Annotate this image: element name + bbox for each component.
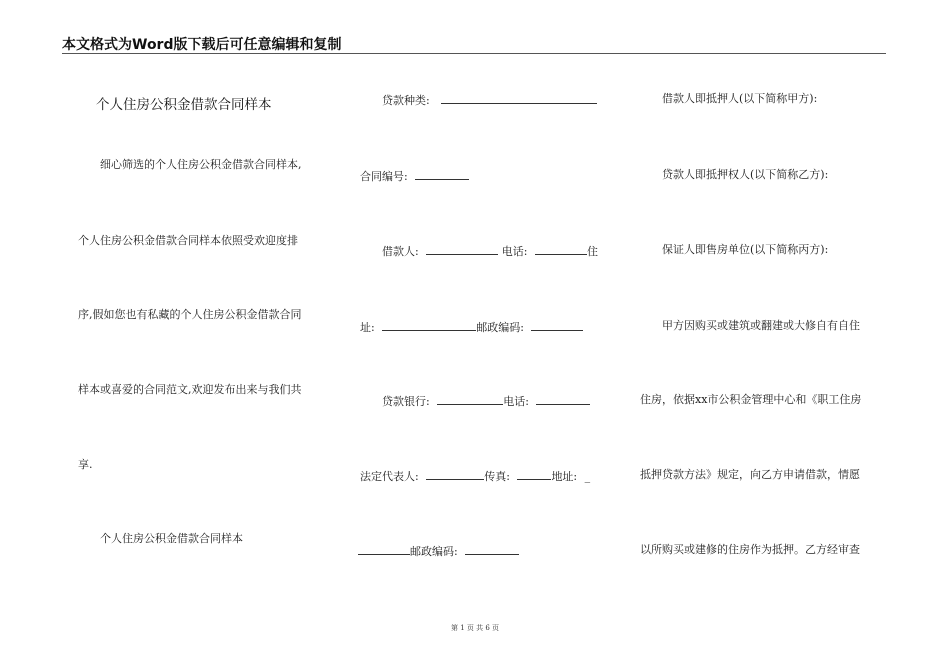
page-header: 本文格式为Word版下载后可任意编辑和复制 bbox=[62, 37, 342, 53]
borrower-field[interactable] bbox=[426, 243, 498, 255]
contract-no-label: 合同编号: bbox=[360, 170, 408, 183]
bank-address-label: 地址: bbox=[551, 470, 578, 483]
col1-line-2: 个人住房公积金借款合同样本依照受欢迎度排 bbox=[78, 234, 298, 247]
legal-rep-row bbox=[360, 468, 590, 484]
legal-rep-label: 法定代表人: bbox=[360, 470, 419, 483]
fax-field[interactable] bbox=[517, 468, 551, 480]
col3-line-6: 抵押贷款方法》规定，向乙方申请借款，情愿 bbox=[640, 468, 860, 481]
borrower-label: 借款人: bbox=[382, 245, 419, 258]
col1-line-3: 序,假如您也有私藏的个人住房公积金借款合同 bbox=[78, 308, 302, 321]
header-divider bbox=[62, 53, 886, 54]
page-footer: 第 1 页 共 6 页 bbox=[450, 624, 500, 632]
borrower-postcode-label: 邮政编码: bbox=[476, 321, 524, 334]
bank-postcode-label: 邮政编码: bbox=[410, 545, 458, 558]
bank-row bbox=[382, 393, 590, 409]
bank-address-field[interactable]: _ bbox=[584, 470, 591, 483]
borrower-address-row bbox=[360, 319, 583, 335]
col1-line-5: 享. bbox=[78, 458, 93, 471]
col3-line-4: 甲方因购买或建筑或翻建或大修自有自住 bbox=[662, 319, 860, 332]
bank-label: 贷款银行: bbox=[382, 395, 430, 408]
borrower-postcode-field[interactable] bbox=[531, 319, 583, 331]
borrower-phone-label: 电话: bbox=[501, 245, 528, 258]
col3-line-2: 贷款人即抵押权人(以下简称乙方): bbox=[662, 168, 829, 181]
borrower-address-field[interactable] bbox=[382, 319, 476, 331]
contract-no-row bbox=[360, 168, 469, 184]
loan-type-label: 贷款种类: bbox=[382, 94, 430, 107]
contract-no-field[interactable] bbox=[415, 168, 469, 180]
col3-line-3: 保证人即售房单位(以下简称丙方): bbox=[662, 243, 829, 256]
address-label-head: 住 bbox=[586, 245, 598, 258]
col1-line-4: 样本或喜爱的合同范文,欢迎发布出来与我们共 bbox=[78, 383, 302, 396]
bank-postcode-prefix-field[interactable] bbox=[358, 543, 410, 555]
fax-label: 传真: bbox=[484, 470, 510, 483]
document-title: 个人住房公积金借款合同样本 bbox=[96, 97, 272, 113]
legal-rep-field[interactable] bbox=[426, 468, 484, 480]
borrower-phone-field[interactable] bbox=[535, 243, 587, 255]
col1-line-6: 个人住房公积金借款合同样本 bbox=[100, 532, 243, 545]
loan-type-row bbox=[382, 92, 597, 108]
col3-line-7: 以所购买或建修的住房作为抵押。乙方经审查 bbox=[640, 543, 860, 556]
col3-line-1: 借款人即抵押人(以下简称甲方): bbox=[662, 92, 818, 105]
address-label-tail: 址: bbox=[360, 321, 375, 334]
bank-postcode-field[interactable] bbox=[465, 543, 519, 555]
col3-line-5: 住房，依据xx市公积金管理中心和《职工住房 bbox=[640, 393, 862, 406]
bank-field[interactable] bbox=[437, 393, 503, 405]
bank-postcode-row bbox=[358, 543, 519, 559]
loan-type-field[interactable] bbox=[441, 92, 597, 104]
bank-phone-label: 电话: bbox=[503, 395, 529, 408]
bank-phone-field[interactable] bbox=[536, 393, 590, 405]
col1-line-1: 细心筛选的个人住房公积金借款合同样本, bbox=[100, 158, 302, 171]
borrower-row bbox=[382, 243, 598, 259]
